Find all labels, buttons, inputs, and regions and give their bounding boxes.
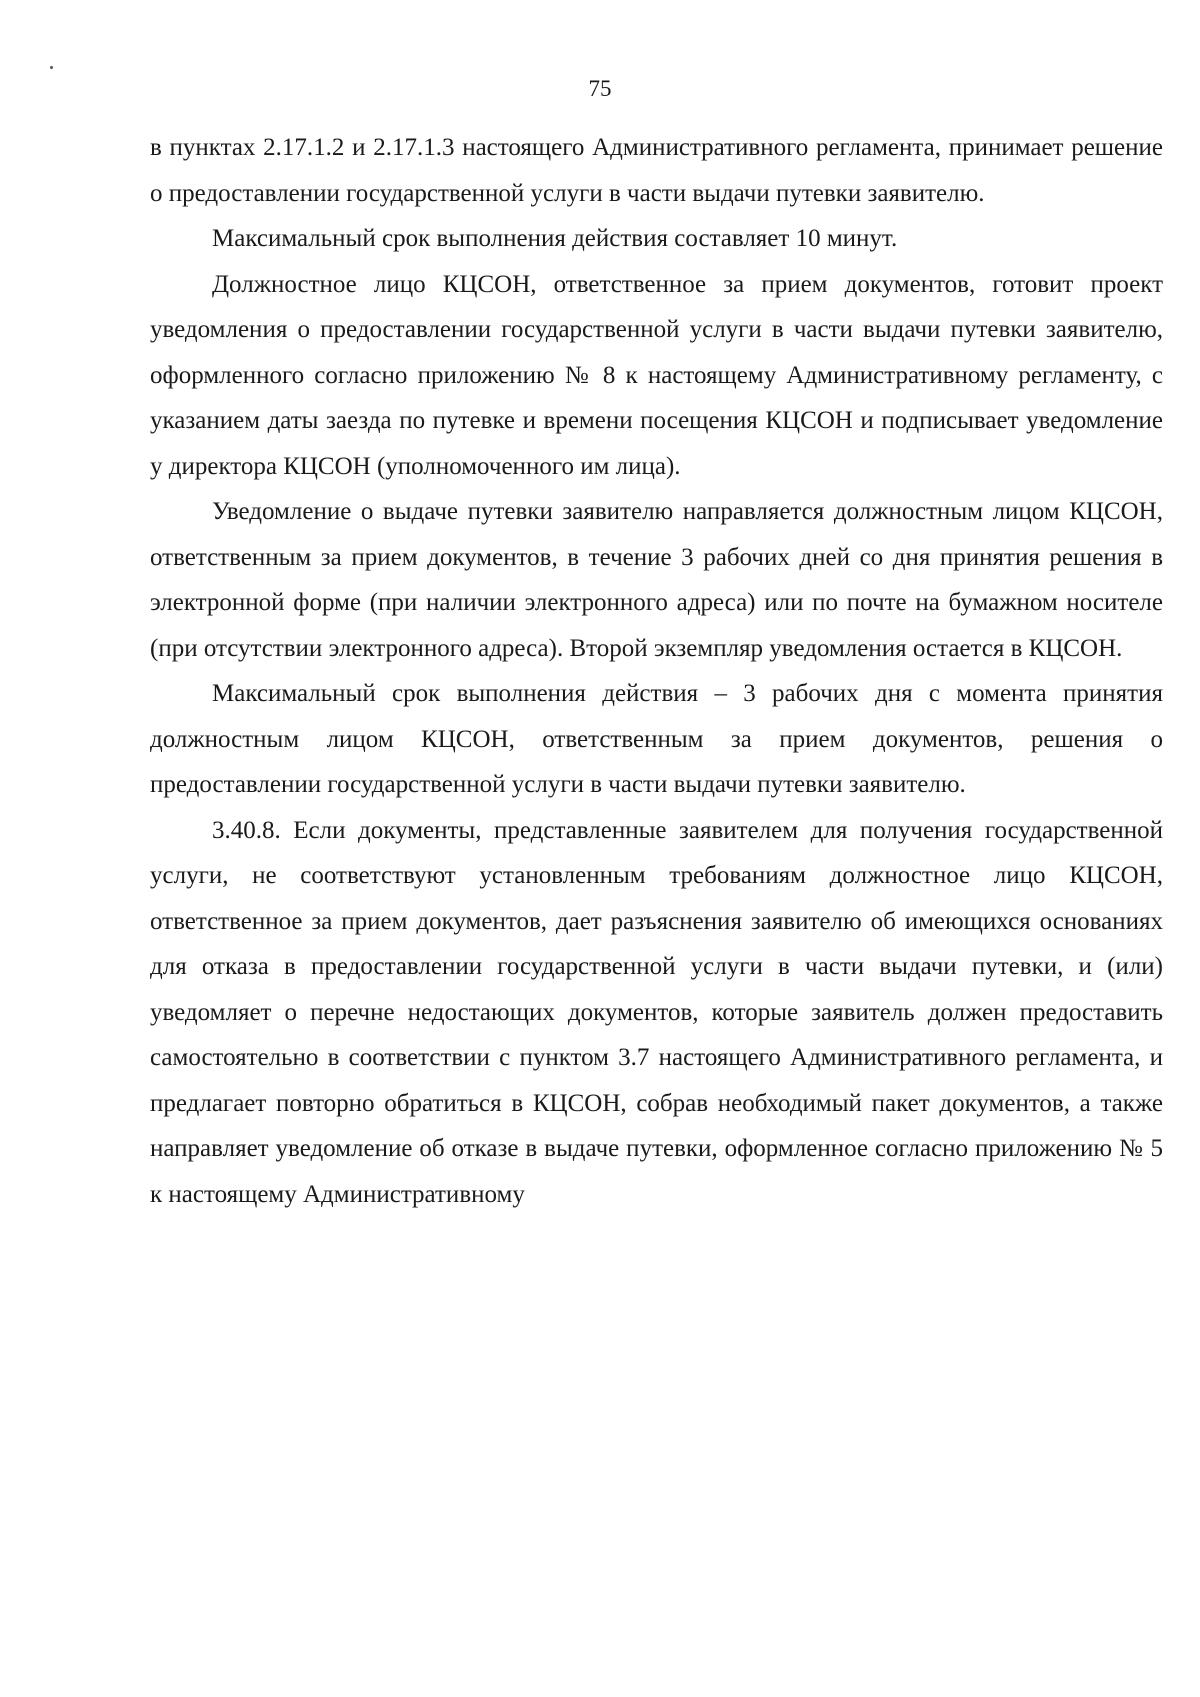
paragraph-continuation: в пунктах 2.17.1.2 и 2.17.1.3 настоящего Административного регламента, принимает решение о предоставлении государственной услуги в части выдачи путевки заявителю.: [150, 134, 1163, 207]
scan-speck: [50, 66, 53, 69]
paragraph-notification-delivery: Уведомление о выдаче путевки заявителю направляется должностным лицом КЦСОН, ответственным за прием документов, в течение 3 рабочих дней со дня принятия решения в электронной форме (при наличии электронного адреса) или по почте на бумажном носителе (при отсутствии электронного адреса). Второй экземпляр уведомления остается в КЦСОН.: [150, 498, 1163, 662]
paragraph-max-time-3-days: Максимальный срок выполнения действия – 3 рабочих дня с момента принятия должностным лицом КЦСОН, ответственным за прием документов, решения о предоставлении государственной услуги в части выдачи путевки заявителю.: [150, 680, 1163, 798]
paragraph-notification-draft: Должностное лицо КЦСОН, ответственное за прием документов, готовит проект уведомления о предоставлении государственной услуги в части выдачи путевки заявителю, оформленного согласно приложению № 8 к настоящему Административному регламенту, с указанием даты заезда по путевке и времени посещения КЦСОН и подписывает уведомление у директора КЦСОН (уполномоченного им лица).: [150, 270, 1163, 480]
paragraph-section-3-40-8: 3.40.8. Если документы, представленные заявителем для получения государственной услуги, не соответствуют установленным требованиям должностное лицо КЦСОН, ответственное за прием документов, дает разъяснения заявителю об имеющихся основаниях для отказа в предоставлении государственной услуги в части выдачи путевки, и (или) уведомляет о перечне недостающих документов, которые заявитель должен предоставить самостоятельно в соответствии с пунктом 3.7 настоящего Административного регламента, и предлагает повторно обратиться в КЦСОН, собрав необходимый пакет документов, а также направляет уведомление об отказе в выдаче путевки, оформленное согласно приложению № 5 к настоящему Административному: [150, 816, 1163, 1208]
document-body: [150, 125, 1163, 1217]
paragraph-max-time-10-minutes: Максимальный срок выполнения действия составляет 10 минут.: [212, 225, 898, 252]
page-number: 75: [588, 76, 612, 101]
